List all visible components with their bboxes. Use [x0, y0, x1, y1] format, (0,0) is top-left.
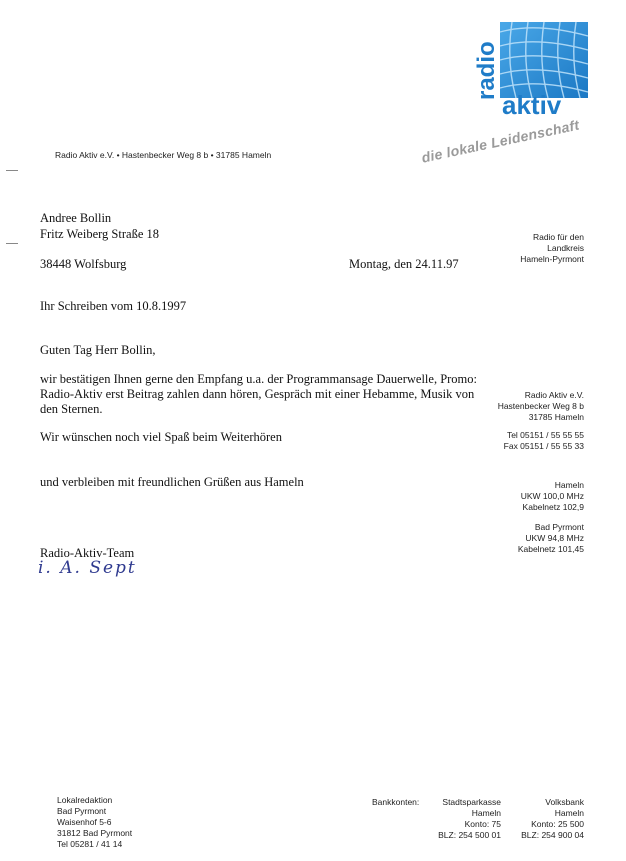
side-contact: Tel 05151 / 55 55 55 Fax 05151 / 55 55 33 — [503, 430, 584, 451]
signoff: Radio-Aktiv-Team — [40, 546, 135, 560]
greeting: Guten Tag Herr Bollin, — [40, 343, 156, 357]
recipient-city: 38448 Wolfsburg — [40, 257, 127, 271]
footer-office: Lokalredaktion Bad Pyrmont Waisenhof 5-6 31812 Bad Pyrmont Tel 05281 / 41 14 — [57, 795, 133, 849]
reference-line: Ihr Schreiben vom 10.8.1997 — [40, 299, 187, 313]
side-region: Radio für den Landkreis Hameln-Pyrmont — [520, 232, 584, 264]
paragraph-2: Wir wünschen noch viel Spaß beim Weiterhören — [40, 430, 282, 444]
paragraph-1: wir bestätigen Ihnen gerne den Empfang u.a. der Programmansage Dauerwelle, Promo: Radio-Aktiv erst Beitrag zahlen dann hören, Gespräch mit einer Hebamme, Musik von den Sternen. — [40, 372, 478, 416]
handwritten-signature: i. A. Sept — [38, 558, 137, 578]
footer-bank-volksbank: Volksbank Hameln Konto: 25 500 BLZ: 254 900 04 — [521, 797, 584, 840]
recipient-name: Andree Bollin — [40, 211, 112, 225]
radio-aktiv-logo — [473, 22, 588, 120]
closing-line: und verbleiben mit freundlichen Grüßen aus Hameln — [40, 475, 304, 489]
punch-mark — [6, 243, 18, 244]
logo-aktiv-text: aktiv — [502, 90, 562, 120]
footer-bank-label: Bankkonten: — [372, 797, 420, 807]
letter-date: Montag, den 24.11.97 — [349, 257, 459, 271]
footer-bank-stadtsparkasse: Stadtsparkasse Hameln Konto: 75 BLZ: 254 500 01 — [438, 797, 501, 840]
side-hameln-frequency: Hameln UKW 100,0 MHz Kabelnetz 102,9 — [520, 480, 584, 512]
sender-line: Radio Aktiv e.V. • Hastenbecker Weg 8 b • 31785 Hameln — [55, 150, 272, 160]
logo-radio-text: radio — [473, 41, 500, 100]
recipient-street: Fritz Weiberg Straße 18 — [40, 227, 159, 241]
side-address: Radio Aktiv e.V. Hastenbecker Weg 8 b 31785 Hameln — [497, 390, 584, 422]
fold-mark — [6, 170, 18, 171]
tagline: die lokale Leidenschaft — [420, 116, 581, 166]
side-pyrmont-frequency: Bad Pyrmont UKW 94,8 MHz Kabelnetz 101,45 — [517, 522, 584, 554]
